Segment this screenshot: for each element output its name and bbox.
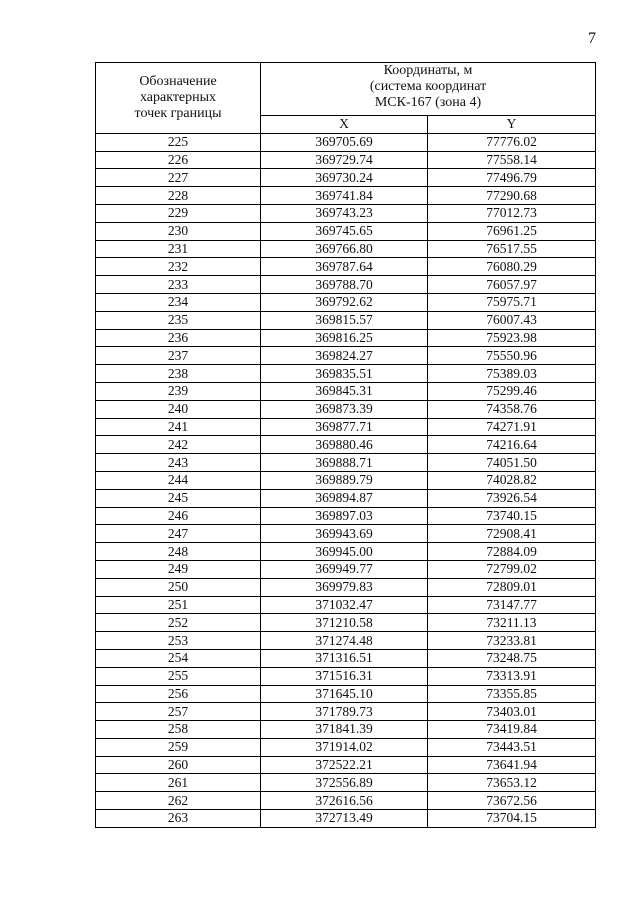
- x-coordinate-cell: 369766.80: [261, 240, 428, 258]
- table-row: [96, 222, 596, 240]
- point-number-cell: 226: [96, 151, 261, 169]
- y-coordinate-cell: 77290.68: [428, 187, 596, 205]
- table-row: [96, 560, 596, 578]
- table-row: [96, 738, 596, 756]
- x-coordinate-cell: 371032.47: [261, 596, 428, 614]
- table-row: [96, 774, 596, 792]
- table-body: [96, 133, 596, 827]
- point-number-cell: 261: [96, 774, 261, 792]
- y-coordinate-cell: 73403.01: [428, 703, 596, 721]
- x-coordinate-cell: 371914.02: [261, 738, 428, 756]
- x-coordinate-cell: 369889.79: [261, 471, 428, 489]
- y-coordinate-cell: 77496.79: [428, 169, 596, 187]
- point-number-cell: 231: [96, 240, 261, 258]
- point-number-cell: 240: [96, 400, 261, 418]
- x-coordinate-cell: 371841.39: [261, 721, 428, 739]
- point-number-cell: 227: [96, 169, 261, 187]
- y-coordinate-cell: 74028.82: [428, 471, 596, 489]
- x-coordinate-cell: 369824.27: [261, 347, 428, 365]
- table-row: [96, 578, 596, 596]
- table-row: [96, 614, 596, 632]
- y-coordinate-cell: 76961.25: [428, 222, 596, 240]
- x-coordinate-cell: 369816.25: [261, 329, 428, 347]
- x-coordinate-cell: 371516.31: [261, 667, 428, 685]
- y-coordinate-cell: 72809.01: [428, 578, 596, 596]
- point-header-line: Обозначение: [139, 73, 217, 89]
- x-coordinate-cell: 369743.23: [261, 204, 428, 222]
- point-header-line: характерных: [139, 89, 217, 105]
- y-coordinate-cell: 73147.77: [428, 596, 596, 614]
- x-coordinate-cell: 369897.03: [261, 507, 428, 525]
- point-number-cell: 236: [96, 329, 261, 347]
- y-coordinate-cell: 74051.50: [428, 454, 596, 472]
- x-coordinate-cell: 369979.83: [261, 578, 428, 596]
- coordinates-table: [95, 62, 596, 828]
- coords-header-line: МСК-167 (зона 4): [374, 95, 482, 110]
- y-coordinate-cell: 74358.76: [428, 400, 596, 418]
- point-number-cell: 250: [96, 578, 261, 596]
- coords-header-line: Координаты, м: [383, 63, 473, 78]
- y-coordinate-cell: 75550.96: [428, 347, 596, 365]
- x-coordinate-cell: 369888.71: [261, 454, 428, 472]
- table-row: [96, 543, 596, 561]
- y-coordinate-cell: 73443.51: [428, 738, 596, 756]
- table-row: [96, 151, 596, 169]
- x-coordinate-cell: 369815.57: [261, 311, 428, 329]
- point-number-cell: 253: [96, 632, 261, 650]
- y-coordinate-cell: 73313.91: [428, 667, 596, 685]
- table-row: [96, 347, 596, 365]
- table-row: [96, 365, 596, 383]
- point-number-cell: 229: [96, 204, 261, 222]
- y-coordinate-cell: 75389.03: [428, 365, 596, 383]
- point-number-cell: 237: [96, 347, 261, 365]
- x-coordinate-cell: 369945.00: [261, 543, 428, 561]
- point-number-cell: 242: [96, 436, 261, 454]
- y-coordinate-cell: 76007.43: [428, 311, 596, 329]
- point-number-cell: 232: [96, 258, 261, 276]
- y-coordinate-cell: 73740.15: [428, 507, 596, 525]
- x-coordinate-cell: 369877.71: [261, 418, 428, 436]
- y-coordinate-cell: 74271.91: [428, 418, 596, 436]
- point-number-cell: 228: [96, 187, 261, 205]
- point-number-cell: 252: [96, 614, 261, 632]
- point-number-cell: 244: [96, 471, 261, 489]
- point-number-cell: 262: [96, 792, 261, 810]
- y-coordinate-cell: 73233.81: [428, 632, 596, 650]
- coordinates-group-header: [261, 63, 596, 116]
- y-coordinate-cell: 73704.15: [428, 810, 596, 828]
- point-number-cell: 259: [96, 738, 261, 756]
- table-header: [96, 63, 596, 134]
- x-coordinate-cell: 369943.69: [261, 525, 428, 543]
- table-row: [96, 471, 596, 489]
- table-row: [96, 276, 596, 294]
- table-row: [96, 632, 596, 650]
- x-coordinate-cell: 369949.77: [261, 560, 428, 578]
- y-coordinate-cell: 72908.41: [428, 525, 596, 543]
- table-row: [96, 258, 596, 276]
- y-coordinate-cell: 73641.94: [428, 756, 596, 774]
- x-coordinate-cell: 369845.31: [261, 382, 428, 400]
- point-number-cell: 245: [96, 489, 261, 507]
- point-number-cell: 234: [96, 293, 261, 311]
- table-row: [96, 418, 596, 436]
- y-coordinate-cell: 73653.12: [428, 774, 596, 792]
- table-row: [96, 792, 596, 810]
- point-number-cell: 239: [96, 382, 261, 400]
- point-number-cell: 230: [96, 222, 261, 240]
- x-coordinate-cell: 369792.62: [261, 293, 428, 311]
- point-number-cell: 225: [96, 133, 261, 151]
- point-number-cell: 246: [96, 507, 261, 525]
- point-number-cell: 243: [96, 454, 261, 472]
- page-number: 7: [588, 30, 596, 47]
- y-coordinate-cell: 77558.14: [428, 151, 596, 169]
- y-coordinate-cell: 77776.02: [428, 133, 596, 151]
- table-row: [96, 489, 596, 507]
- y-coordinate-cell: 72799.02: [428, 560, 596, 578]
- y-coordinate-cell: 73211.13: [428, 614, 596, 632]
- table-row: [96, 649, 596, 667]
- point-number-cell: 254: [96, 649, 261, 667]
- table-row: [96, 133, 596, 151]
- point-number-cell: 233: [96, 276, 261, 294]
- x-coordinate-cell: 372556.89: [261, 774, 428, 792]
- table-row: [96, 436, 596, 454]
- y-coordinate-cell: 75975.71: [428, 293, 596, 311]
- x-coordinate-cell: 369835.51: [261, 365, 428, 383]
- x-coordinate-cell: 369894.87: [261, 489, 428, 507]
- point-number-cell: 238: [96, 365, 261, 383]
- x-coordinate-cell: 371645.10: [261, 685, 428, 703]
- y-coordinate-cell: 73926.54: [428, 489, 596, 507]
- point-number-cell: 247: [96, 525, 261, 543]
- table-row: [96, 382, 596, 400]
- point-number-cell: 260: [96, 756, 261, 774]
- y-coordinate-cell: 74216.64: [428, 436, 596, 454]
- table-row: [96, 507, 596, 525]
- point-number-cell: 257: [96, 703, 261, 721]
- x-coordinate-cell: 372616.56: [261, 792, 428, 810]
- x-coordinate-cell: 369729.74: [261, 151, 428, 169]
- point-number-cell: 263: [96, 810, 261, 828]
- x-coordinate-cell: 371789.73: [261, 703, 428, 721]
- table-row: [96, 169, 596, 187]
- x-coordinate-cell: 369873.39: [261, 400, 428, 418]
- table-row: [96, 667, 596, 685]
- x-coordinate-cell: 371316.51: [261, 649, 428, 667]
- y-coordinate-cell: 75299.46: [428, 382, 596, 400]
- x-coordinate-cell: 369741.84: [261, 187, 428, 205]
- x-coordinate-cell: 372522.21: [261, 756, 428, 774]
- coords-header-line: (система координат: [369, 79, 487, 94]
- table-row: [96, 525, 596, 543]
- table-row: [96, 187, 596, 205]
- x-coordinate-cell: 369787.64: [261, 258, 428, 276]
- y-column-header: Y: [428, 116, 596, 134]
- table-row: [96, 204, 596, 222]
- table-row: [96, 596, 596, 614]
- x-coordinate-cell: 369880.46: [261, 436, 428, 454]
- y-coordinate-cell: 73672.56: [428, 792, 596, 810]
- point-number-cell: 241: [96, 418, 261, 436]
- point-number-cell: 249: [96, 560, 261, 578]
- y-coordinate-cell: 73419.84: [428, 721, 596, 739]
- y-coordinate-cell: 73248.75: [428, 649, 596, 667]
- point-number-cell: 255: [96, 667, 261, 685]
- table-row: [96, 721, 596, 739]
- x-coordinate-cell: 369788.70: [261, 276, 428, 294]
- table-row: [96, 329, 596, 347]
- x-coordinate-cell: 369705.69: [261, 133, 428, 151]
- table-row: [96, 240, 596, 258]
- point-header-line: точек границы: [134, 105, 222, 121]
- table-row: [96, 311, 596, 329]
- point-number-cell: 235: [96, 311, 261, 329]
- y-coordinate-cell: 73355.85: [428, 685, 596, 703]
- x-coordinate-cell: 371274.48: [261, 632, 428, 650]
- point-number-cell: 258: [96, 721, 261, 739]
- y-coordinate-cell: 76057.97: [428, 276, 596, 294]
- x-column-header: X: [261, 116, 428, 134]
- point-designation-header: [96, 63, 261, 134]
- x-coordinate-cell: 372713.49: [261, 810, 428, 828]
- table-row: [96, 685, 596, 703]
- point-number-cell: 248: [96, 543, 261, 561]
- table-row: [96, 400, 596, 418]
- x-coordinate-cell: 369745.65: [261, 222, 428, 240]
- y-coordinate-cell: 76080.29: [428, 258, 596, 276]
- x-coordinate-cell: 369730.24: [261, 169, 428, 187]
- point-number-cell: 256: [96, 685, 261, 703]
- y-coordinate-cell: 75923.98: [428, 329, 596, 347]
- table-row: [96, 810, 596, 828]
- point-number-cell: 251: [96, 596, 261, 614]
- y-coordinate-cell: 77012.73: [428, 204, 596, 222]
- y-coordinate-cell: 76517.55: [428, 240, 596, 258]
- table-row: [96, 293, 596, 311]
- table-row: [96, 756, 596, 774]
- x-coordinate-cell: 371210.58: [261, 614, 428, 632]
- y-coordinate-cell: 72884.09: [428, 543, 596, 561]
- table-row: [96, 454, 596, 472]
- table-row: [96, 703, 596, 721]
